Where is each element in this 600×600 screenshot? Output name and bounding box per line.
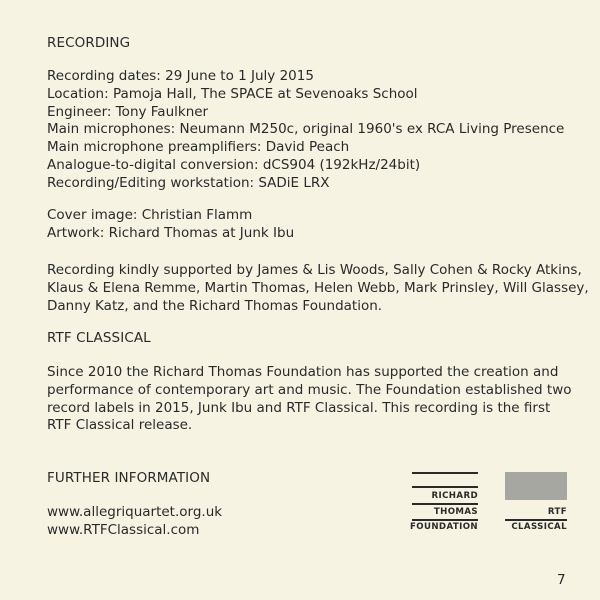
further-information-heading: FURTHER INFORMATION xyxy=(47,470,211,486)
paragraph-line: Since 2010 the Richard Thomas Foundation has supported the creation and xyxy=(47,364,559,380)
paragraph-line: record labels in 2015, Junk Ibu and RTF Classical. This recording is the first xyxy=(47,399,551,416)
logo-rule xyxy=(412,503,478,505)
logo-text-line: RTF xyxy=(547,507,567,517)
paragraph-line: RTF Classical release. xyxy=(47,417,193,434)
support-line: Recording kindly supported by James & Lis Woods, Sally Cohen & Rocky Atkins, xyxy=(47,262,582,278)
logo-rule xyxy=(412,519,478,521)
cover-image-credit: Cover image: Christian Flamm xyxy=(47,207,253,223)
logo-grey-block xyxy=(505,472,567,500)
recording-preamplifiers: Main microphone preamplifiers: David Peach xyxy=(47,139,350,156)
credits xyxy=(47,207,294,243)
logo-rule xyxy=(412,486,478,488)
logo-text-line: CLASSICAL xyxy=(511,522,567,532)
rtf-classical-logo xyxy=(505,472,567,534)
logo-text-line: THOMAS xyxy=(433,507,478,517)
recording-workstation: Recording/Editing workstation: SADiE LRX xyxy=(47,174,330,191)
allegri-quartet-link[interactable]: www.allegriquartet.org.uk xyxy=(47,504,223,520)
rtf-classical-paragraph xyxy=(47,364,572,435)
logo-rule xyxy=(505,519,567,521)
logo-rule xyxy=(412,472,478,474)
recording-heading: RECORDING xyxy=(47,35,131,51)
support-line: Danny Katz, and the Richard Thomas Foundation. xyxy=(47,297,383,314)
recording-microphones: Main microphones: Neumann M250c, original 1960's ex RCA Living Presence xyxy=(47,121,565,138)
richard-thomas-foundation-logo xyxy=(409,472,478,534)
logo-text-line: RICHARD xyxy=(431,491,478,501)
artwork-credit: Artwork: Richard Thomas at Junk Ibu xyxy=(47,224,295,241)
support-paragraph xyxy=(47,262,589,315)
recording-location: Location: Pamoja Hall, The SPACE at Sevenoaks School xyxy=(47,85,418,102)
rtf-classical-heading: RTF CLASSICAL xyxy=(47,330,151,346)
recording-details xyxy=(47,68,564,193)
page-number: 7 xyxy=(557,572,566,588)
paragraph-line: performance of contemporary art and music. The Foundation established two xyxy=(47,381,572,398)
logo-text-line: FOUNDATION xyxy=(409,522,478,532)
rtf-classical-link[interactable]: www.RTFClassical.com xyxy=(47,521,200,538)
recording-conversion: Analogue-to-digital conversion: dCS904 (192kHz/24bit) xyxy=(47,156,421,173)
recording-dates: Recording dates: 29 June to 1 July 2015 xyxy=(47,68,314,84)
further-information-links xyxy=(47,504,222,540)
recording-engineer: Engineer: Tony Faulkner xyxy=(47,103,209,120)
support-line: Klaus & Elena Remme, Martin Thomas, Helen Webb, Mark Prinsley, Will Glassey, xyxy=(47,279,589,296)
